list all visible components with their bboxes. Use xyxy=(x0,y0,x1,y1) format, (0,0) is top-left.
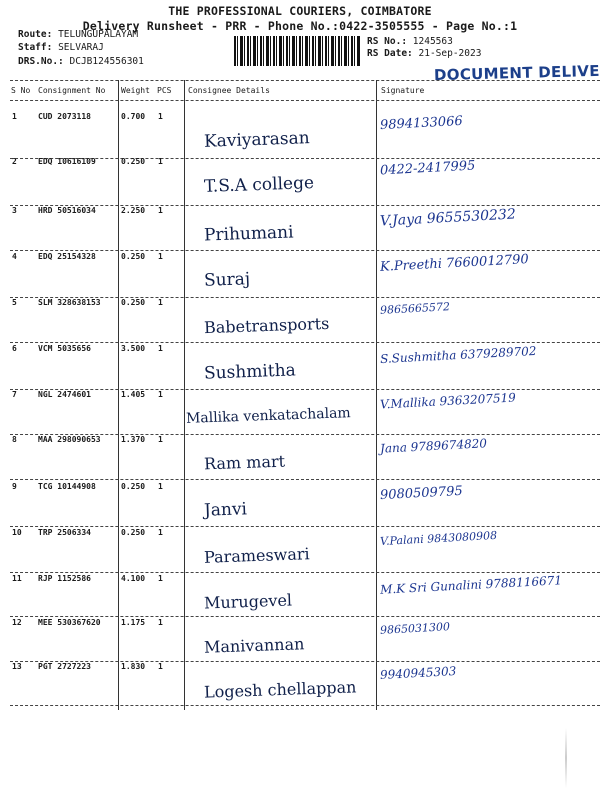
row-consignment-no: MAA 298090653 xyxy=(38,435,101,444)
row-signature-handwritten: K.Preethi 7660012790 xyxy=(379,252,530,275)
header-bottom-rule xyxy=(10,100,600,101)
rs-no-label: RS No.: xyxy=(367,36,408,47)
row-sno: 6 xyxy=(12,344,17,353)
row-pcs: 1 xyxy=(158,528,163,537)
row-signature-handwritten: V.Palani 9843080908 xyxy=(379,528,498,549)
row-weight: 0.250 xyxy=(121,482,146,491)
row-signature-handwritten: 9080509795 xyxy=(379,483,464,504)
row-consignee-handwritten: Logesh chellappan xyxy=(203,677,357,702)
row-pcs: 1 xyxy=(158,206,163,215)
row-weight: 1.370 xyxy=(121,435,146,444)
row-weight: 0.250 xyxy=(121,157,146,166)
scan-shadow xyxy=(565,728,567,788)
row-pcs: 1 xyxy=(158,157,163,166)
row-divider xyxy=(10,526,600,527)
rs-date-line xyxy=(367,48,481,59)
staff-line xyxy=(18,42,104,53)
route-value: TELUNGUPALAYAM xyxy=(58,29,139,40)
row-consignment-no: TCG 10144908 xyxy=(38,482,96,491)
row-consignment-no: MEE 530367620 xyxy=(38,618,101,627)
row-consignment-no: EDQ 10616109 xyxy=(38,157,96,166)
row-pcs: 1 xyxy=(158,298,163,307)
row-consignee-handwritten: Kaviyarasan xyxy=(203,128,311,152)
header-top-rule xyxy=(10,80,600,81)
rs-no-value: 1245563 xyxy=(412,36,453,47)
row-pcs: 1 xyxy=(158,482,163,491)
row-pcs: 1 xyxy=(158,390,163,399)
row-signature-handwritten: 9865665572 xyxy=(379,300,451,317)
row-weight: 0.250 xyxy=(121,298,146,307)
row-divider xyxy=(10,342,600,343)
col-header-consignment: Consignment No xyxy=(38,86,106,95)
staff-label: Staff: xyxy=(18,42,53,53)
row-pcs: 1 xyxy=(158,662,163,671)
row-weight: 1.405 xyxy=(121,390,146,399)
document-title: THE PROFESSIONAL COURIERS, COIMBATORE xyxy=(168,4,432,18)
route-label: Route: xyxy=(18,29,53,40)
row-signature-handwritten: V.Jaya 9655530232 xyxy=(379,206,517,230)
row-pcs: 1 xyxy=(158,344,163,353)
row-sno: 8 xyxy=(12,435,17,444)
row-consignment-no: EDQ 25154328 xyxy=(38,252,96,261)
col-header-pcs: PCS xyxy=(157,86,172,95)
row-sno: 9 xyxy=(12,482,17,491)
row-weight: 0.250 xyxy=(121,252,146,261)
row-signature-handwritten: 9894133066 xyxy=(379,113,464,134)
document-delivered-stamp: DOCUMENT DELIVE xyxy=(433,61,600,85)
barcode xyxy=(234,36,360,66)
row-consignment-no: VCM 5035656 xyxy=(38,344,91,353)
row-weight: 3.500 xyxy=(121,344,146,353)
col-header-signature: Signature xyxy=(381,86,425,95)
row-sno: 2 xyxy=(12,157,17,166)
row-consignee-handwritten: Suraj xyxy=(203,269,251,291)
row-weight: 4.100 xyxy=(121,574,146,583)
rs-date-label: RS Date: xyxy=(367,48,413,59)
row-sno: 11 xyxy=(12,574,22,583)
drs-line xyxy=(18,56,144,67)
row-consignment-no: NGL 2474601 xyxy=(38,390,91,399)
row-weight: 1.175 xyxy=(121,618,146,627)
rs-date-value: 21-Sep-2023 xyxy=(418,48,482,59)
row-sno: 13 xyxy=(12,662,22,671)
row-consignment-no: RJP 1152586 xyxy=(38,574,91,583)
row-signature-handwritten: S.Sushmitha 6379289702 xyxy=(379,343,537,367)
row-signature-handwritten: 0422-2417995 xyxy=(379,158,476,179)
row-consignment-no: CUD 2073118 xyxy=(38,112,91,121)
drs-label: DRS.No.: xyxy=(18,56,64,67)
row-pcs: 1 xyxy=(158,112,163,121)
row-consignee-handwritten: Ram mart xyxy=(203,451,286,474)
row-consignee-handwritten: Mallika venkatachalam xyxy=(185,405,351,427)
row-signature-handwritten: 9865031300 xyxy=(379,620,451,637)
row-sno: 7 xyxy=(12,390,17,399)
row-divider xyxy=(10,572,600,573)
row-consignment-no: TRP 2506334 xyxy=(38,528,91,537)
row-consignee-handwritten: Manivannan xyxy=(203,634,305,657)
row-sno: 4 xyxy=(12,252,17,261)
row-pcs: 1 xyxy=(158,618,163,627)
row-weight: 2.250 xyxy=(121,206,146,215)
row-consignee-handwritten: Janvi xyxy=(203,499,248,521)
row-consignee-handwritten: Murugevel xyxy=(203,590,293,613)
row-consignee-handwritten: Parameswari xyxy=(203,544,310,567)
route-line xyxy=(18,29,138,40)
row-signature-handwritten: M.K Sri Gunalini 9788116671 xyxy=(379,573,563,597)
row-consignee-handwritten: Babetransports xyxy=(203,313,330,338)
col-header-sno: S No xyxy=(11,86,31,95)
row-sno: 5 xyxy=(12,298,17,307)
row-consignment-no: SLM 328638153 xyxy=(38,298,101,307)
col-header-weight: Weight xyxy=(121,86,150,95)
row-pcs: 1 xyxy=(158,435,163,444)
row-consignee-handwritten: Prihumani xyxy=(203,222,294,246)
row-weight: 1.830 xyxy=(121,662,146,671)
row-divider xyxy=(10,158,600,159)
staff-value: SELVARAJ xyxy=(58,42,104,53)
row-signature-handwritten: V.Mallika 9363207519 xyxy=(379,390,517,412)
row-divider xyxy=(10,250,600,251)
row-weight: 0.700 xyxy=(121,112,146,121)
rs-no-line xyxy=(367,36,453,47)
row-divider xyxy=(10,616,600,617)
row-signature-handwritten: Jana 9789674820 xyxy=(379,436,488,456)
drs-value: DCJB124556301 xyxy=(69,56,144,67)
row-divider xyxy=(10,479,600,480)
row-sno: 1 xyxy=(12,112,17,121)
row-consignee-handwritten: T.S.A college xyxy=(203,173,315,197)
row-consignee-handwritten: Sushmitha xyxy=(203,360,297,384)
row-divider xyxy=(10,705,600,706)
row-consignment-no: PGT 2727223 xyxy=(38,662,91,671)
row-sno: 10 xyxy=(12,528,22,537)
row-consignment-no: HRD 50516034 xyxy=(38,206,96,215)
row-signature-handwritten: 9940945303 xyxy=(379,664,457,682)
row-pcs: 1 xyxy=(158,574,163,583)
row-weight: 0.250 xyxy=(121,528,146,537)
row-pcs: 1 xyxy=(158,252,163,261)
row-sno: 3 xyxy=(12,206,17,215)
col-header-consignee: Consignee Details xyxy=(188,86,270,95)
row-sno: 12 xyxy=(12,618,22,627)
row-divider xyxy=(10,661,600,662)
document-subtitle: Delivery Runsheet - PRR - Phone No.:0422-3505555 - Page No.:1 xyxy=(82,19,518,33)
